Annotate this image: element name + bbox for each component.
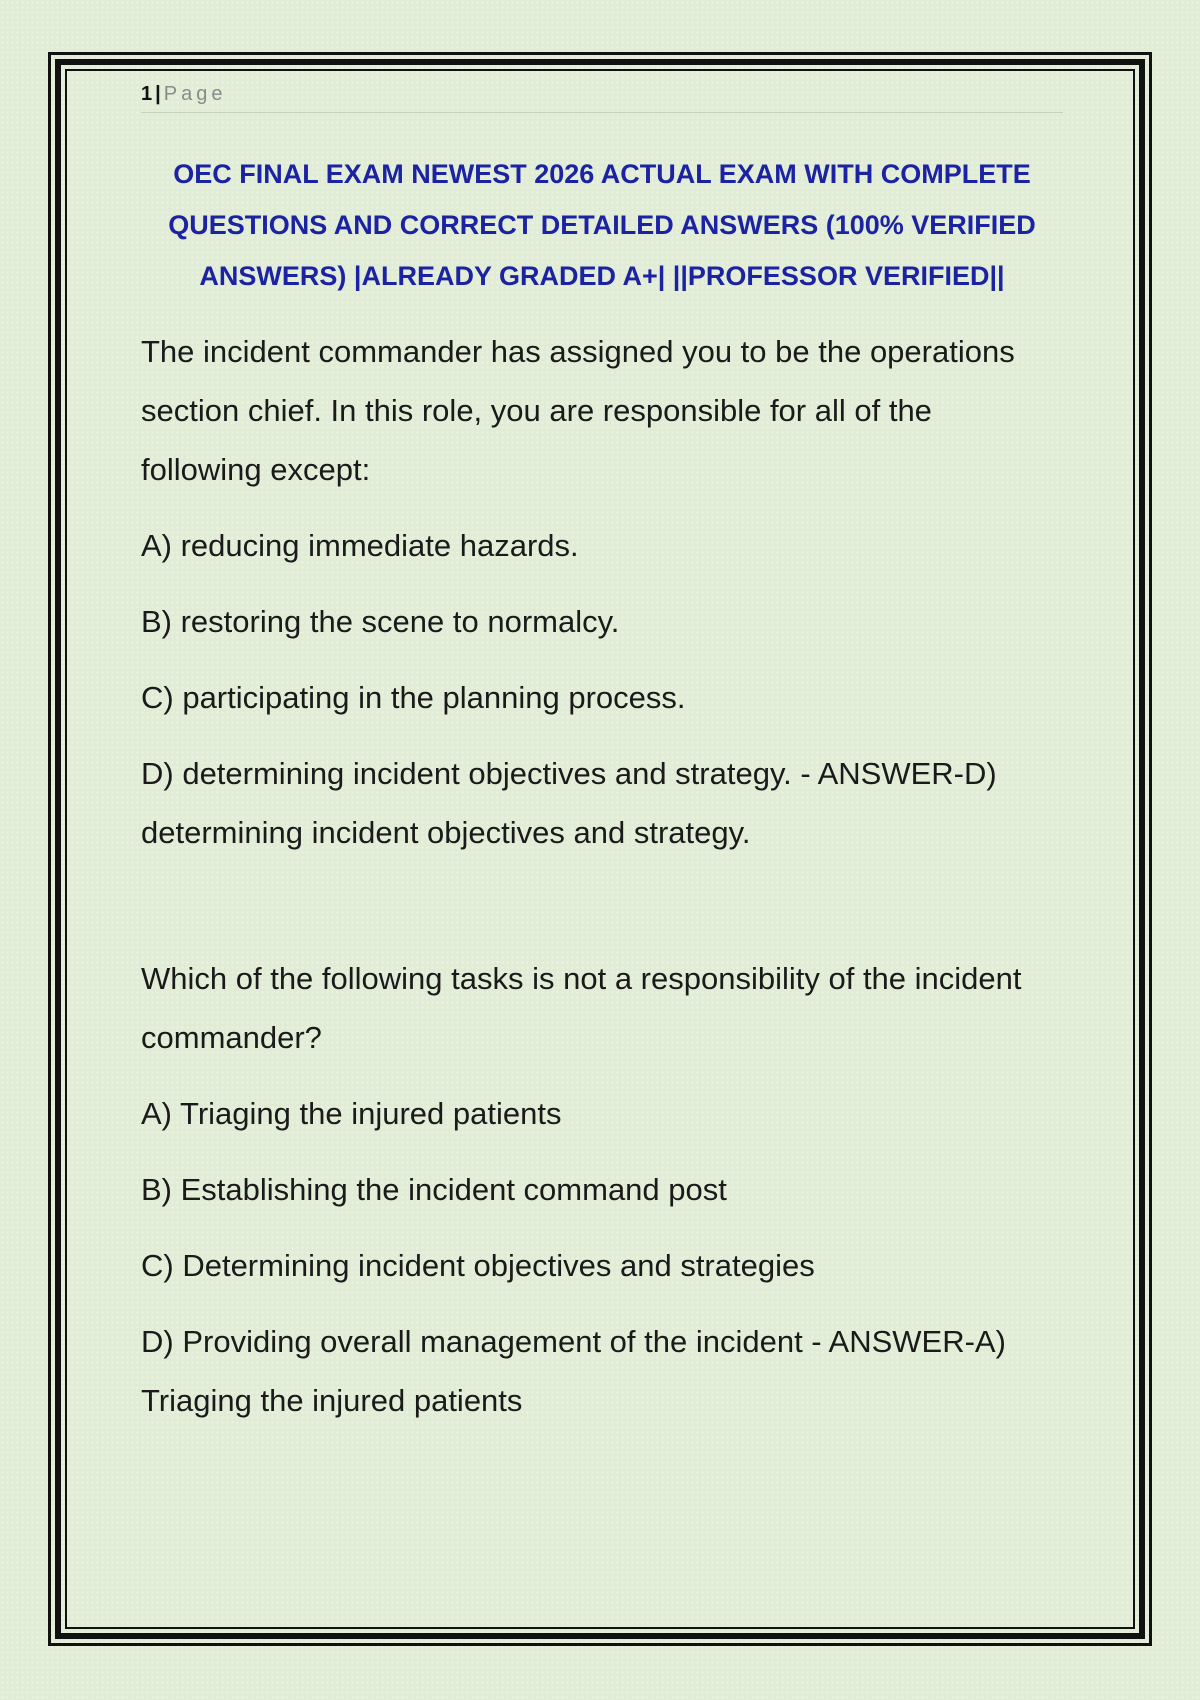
page-label: Page <box>163 83 227 105</box>
title-line-3: ANSWERS) |ALREADY GRADED A+| ||PROFESSOR VERIFIED|| <box>199 261 1005 291</box>
question-text-line: commander? <box>141 1020 322 1055</box>
question-text <box>141 949 1063 1067</box>
page-number: 1 <box>141 83 153 105</box>
page-separator: | <box>155 83 161 105</box>
answer-option: C) Determining incident objectives and strategies <box>141 1248 815 1283</box>
answer-option: A) reducing immediate hazards. <box>141 528 579 563</box>
answer-option-with-answer <box>141 744 1063 862</box>
answer-line: D) Providing overall management of the incident - ANSWER-A) <box>141 1324 1006 1359</box>
question-block <box>141 322 1063 862</box>
answer-option: B) Establishing the incident command post <box>141 1172 727 1207</box>
answer-option: A) Triaging the injured patients <box>141 1096 562 1131</box>
question-text-line: section chief. In this role, you are responsible for all of the <box>141 393 932 428</box>
question-text-line: The incident commander has assigned you to be the operations <box>141 334 1015 369</box>
question-block <box>141 949 1063 1430</box>
title-line-1: OEC FINAL EXAM NEWEST 2026 ACTUAL EXAM WITH COMPLETE <box>173 159 1031 189</box>
document-title <box>141 149 1063 302</box>
answer-option: B) restoring the scene to normalcy. <box>141 604 620 639</box>
question-text <box>141 322 1063 499</box>
answer-option-with-answer <box>141 1312 1063 1430</box>
page-header <box>141 80 1063 113</box>
answer-line: Triaging the injured patients <box>141 1383 523 1418</box>
title-line-2: QUESTIONS AND CORRECT DETAILED ANSWERS (100% VERIFIED <box>168 210 1036 240</box>
question-text-line: following except: <box>141 452 371 487</box>
answer-option: C) participating in the planning process. <box>141 680 686 715</box>
answer-line: determining incident objectives and strategy. <box>141 815 751 850</box>
question-text-line: Which of the following tasks is not a responsibility of the incident <box>141 961 1022 996</box>
answer-line: D) determining incident objectives and strategy. - ANSWER-D) <box>141 756 997 791</box>
document-body <box>141 322 1063 1430</box>
